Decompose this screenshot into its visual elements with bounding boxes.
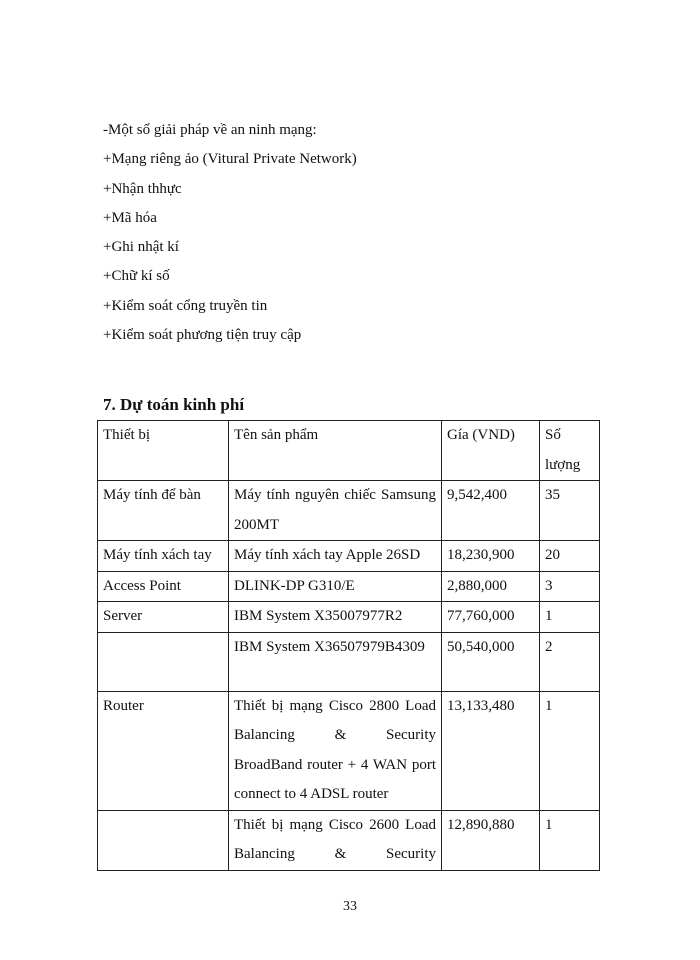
header-price: Gía (VND)	[442, 421, 540, 481]
cell-device: Server	[98, 602, 229, 633]
list-item: +Mã hóa	[103, 209, 157, 226]
cell-product: Thiết bị mạng Cisco 2800 Load Balancing & Security BroadBand router + 4 WAN port connect to 4 ADSL router	[229, 691, 442, 810]
header-product-name: Tên sản phẩm	[229, 421, 442, 481]
cell-quantity: 1	[540, 602, 600, 633]
cell-price: 13,133,480	[442, 691, 540, 810]
list-item: +Mạng riêng ảo (Vitural Private Network)	[103, 151, 357, 168]
list-item: +Kiểm soát cổng truyền tin	[103, 297, 268, 314]
cell-price: 12,890,880	[442, 810, 540, 870]
cell-product: IBM System X36507979B4309	[229, 632, 442, 691]
cell-quantity: 35	[540, 481, 600, 541]
header-quantity: Số lượng	[540, 421, 600, 481]
budget-table	[97, 420, 600, 871]
list-item: -Một số giải pháp về an ninh mạng:	[103, 122, 317, 138]
list-item: +Nhận thhực	[103, 180, 182, 197]
cell-device: Access Point	[98, 571, 229, 602]
cell-product: IBM System X35007977R2	[229, 602, 442, 633]
list-item: +Ghi nhật kí	[103, 239, 179, 256]
cell-price: 50,540,000	[442, 632, 540, 691]
cell-device: Máy tính xách tay	[98, 541, 229, 572]
cell-device: Máy tính để bàn	[98, 481, 229, 541]
table-row	[98, 691, 600, 810]
security-solutions-list	[103, 116, 357, 350]
cell-device: Router	[98, 691, 229, 810]
cell-quantity: 3	[540, 571, 600, 602]
cell-quantity: 1	[540, 691, 600, 810]
header-device: Thiết bị	[98, 421, 229, 481]
table-row	[98, 602, 600, 633]
table-row	[98, 541, 600, 572]
section-heading: 7. Dự toán kinh phí	[103, 395, 245, 414]
cell-product: Thiết bị mạng Cisco 2600 Load Balancing & Security	[229, 810, 442, 870]
cell-quantity: 20	[540, 541, 600, 572]
list-item: +Chữ kí số	[103, 268, 170, 285]
cell-price: 9,542,400	[442, 481, 540, 541]
table-header-row	[98, 421, 600, 481]
cell-price: 2,880,000	[442, 571, 540, 602]
cell-quantity: 2	[540, 632, 600, 691]
cell-product: Máy tính xách tay Apple 26SD	[229, 541, 442, 572]
cell-device	[98, 632, 229, 691]
cell-price: 77,760,000	[442, 602, 540, 633]
table-row	[98, 632, 600, 691]
cell-product: Máy tính nguyên chiếc Samsung 200MT	[229, 481, 442, 541]
cell-device	[98, 810, 229, 870]
list-item: +Kiểm soát phương tiện truy cập	[103, 327, 302, 344]
cell-price: 18,230,900	[442, 541, 540, 572]
page-number: 33	[343, 899, 357, 914]
table-row	[98, 481, 600, 541]
table-row	[98, 810, 600, 870]
table-row	[98, 571, 600, 602]
cell-product: DLINK-DP G310/E	[229, 571, 442, 602]
cell-quantity: 1	[540, 810, 600, 870]
